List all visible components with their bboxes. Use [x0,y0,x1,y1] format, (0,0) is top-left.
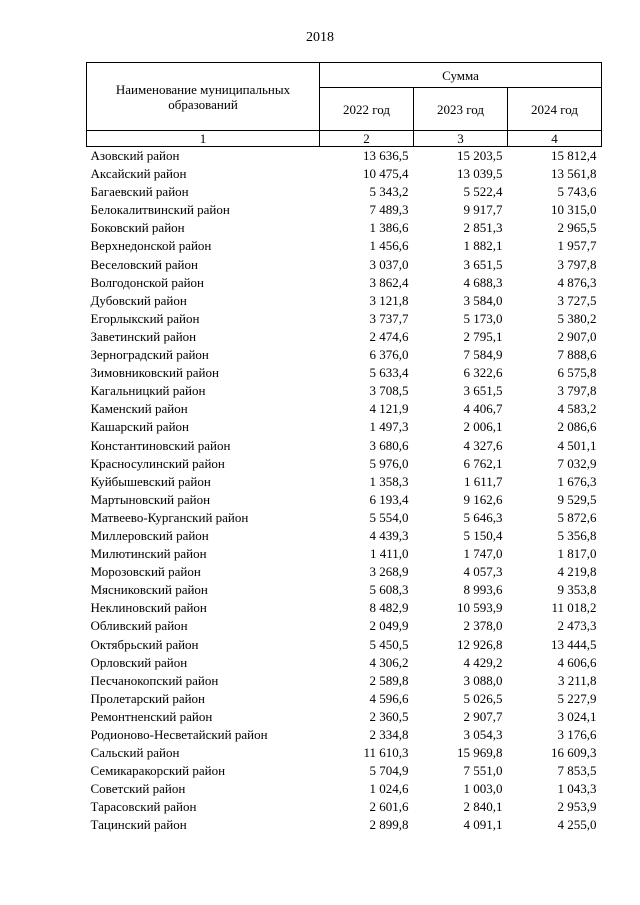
value-2023: 2 795,1 [463,328,503,344]
table-row [87,654,602,672]
value-2024: 7 853,5 [557,763,597,779]
table-body [87,147,602,835]
table-row [87,455,602,473]
table-row [87,581,602,599]
value-2024: 4 501,1 [557,437,597,453]
column-number: 1 [87,131,320,147]
value-2024: 11 018,2 [551,600,597,616]
table-row [87,328,602,346]
value-2022: 2 589,8 [369,672,409,688]
municipality-name: Мясниковский район [90,582,208,598]
value-2022: 2 474,6 [369,328,409,344]
value-2024: 1 043,3 [557,781,597,797]
table-row [87,219,602,237]
budget-table [86,62,602,835]
municipality-name: Тацинский район [90,817,187,833]
value-2022: 5 633,4 [369,365,409,381]
table-row [87,762,602,780]
value-2024: 2 965,5 [557,220,597,236]
value-2023: 13 039,5 [457,166,503,182]
value-2024: 13 444,5 [551,636,597,652]
value-2023: 6 322,6 [463,365,503,381]
value-2023: 3 651,5 [463,383,503,399]
value-2024: 2 953,9 [557,799,597,815]
municipality-name: Обливский район [90,618,188,634]
municipality-name: Родионово-Несветайский район [90,727,268,742]
table-row [87,346,602,364]
value-2022: 8 482,9 [369,600,409,616]
value-2023: 1 882,1 [463,238,503,254]
municipality-name: Аксайский район [90,166,187,182]
municipality-name: Белокалитвинский район [90,202,230,218]
value-2022: 5 608,3 [369,582,409,598]
municipality-name: Сальский район [90,745,180,761]
municipality-name: Багаевский район [90,184,189,200]
value-2023: 15 969,8 [457,745,503,761]
municipality-name: Волгодонской район [90,274,205,290]
value-2024: 1 676,3 [557,473,597,489]
column-numbers-row [87,131,602,147]
municipality-name: Песчанокопский район [90,672,219,688]
table-row [87,256,602,274]
value-2024: 15 812,4 [551,148,597,163]
value-2022: 6 376,0 [369,347,409,363]
value-2022: 6 193,4 [369,491,409,507]
value-2023: 3 584,0 [463,292,503,308]
table-header [87,63,602,147]
value-2024: 4 219,8 [557,564,597,580]
table-row [87,382,602,400]
value-2024: 6 575,8 [557,365,597,381]
value-2024: 1 957,7 [557,238,597,254]
value-2023: 5 646,3 [463,509,503,525]
table-row [87,545,602,563]
table-row [87,310,602,328]
table-row [87,816,602,834]
value-2023: 5 026,5 [463,690,503,706]
table-row [87,708,602,726]
value-2023: 2 840,1 [463,799,503,815]
table-row [87,798,602,816]
value-2022: 4 596,6 [369,690,409,706]
value-2023: 1 003,0 [463,781,503,797]
value-2022: 5 343,2 [369,184,409,200]
table-row [87,636,602,654]
table-row [87,292,602,310]
value-2024: 9 353,8 [557,582,597,598]
municipality-name: Заветинский район [90,328,197,344]
municipality-name: Верхнедонской район [90,238,212,254]
value-2022: 3 862,4 [369,274,409,290]
header-year-2023: 2023 год [414,88,508,131]
municipality-name: Боковский район [90,220,185,236]
value-2023: 1 611,7 [463,473,503,489]
value-2022: 5 554,0 [369,509,409,525]
municipality-name: Орловский район [90,654,188,670]
value-2024: 4 876,3 [557,274,597,290]
table-row [87,527,602,545]
municipality-name: Куйбышевский район [90,473,211,489]
table-row [87,617,602,635]
value-2022: 3 737,7 [369,310,409,326]
municipality-name: Пролетарский район [90,690,206,706]
value-2022: 11 610,3 [363,745,409,761]
value-2024: 4 583,2 [557,401,597,417]
value-2022: 1 358,3 [369,473,409,489]
value-2024: 5 356,8 [557,527,597,543]
municipality-name: Красносулинский район [90,455,225,471]
table-row [87,400,602,418]
municipality-name: Милютинский район [90,546,207,562]
value-2022: 5 450,5 [369,636,409,652]
header-municipality: Наименование муниципальных образований [87,63,320,131]
municipality-name: Семикаракорский район [90,763,226,779]
page-number: 2018 [306,30,334,45]
value-2022: 2 601,6 [369,799,409,815]
table-row [87,183,602,201]
value-2023: 12 926,8 [457,636,503,652]
value-2024: 9 529,5 [557,491,597,507]
value-2023: 15 203,5 [457,148,503,163]
municipality-name: Веселовский район [90,256,198,272]
municipality-name: Миллеровский район [90,527,209,543]
municipality-name: Дубовский район [90,292,187,308]
value-2023: 4 429,2 [463,654,503,670]
value-2023: 1 747,0 [463,546,503,562]
table-row [87,364,602,382]
value-2023: 3 054,3 [463,727,503,742]
value-2023: 2 006,1 [463,419,503,435]
table-row [87,165,602,183]
municipality-name: Тарасовский район [90,799,197,815]
value-2022: 10 475,4 [363,166,409,182]
municipality-name: Кашарский район [90,419,189,435]
table-row [87,563,602,581]
municipality-name: Ремонтненский район [90,708,213,724]
value-2023: 4 688,3 [463,274,503,290]
value-2022: 2 899,8 [369,817,409,833]
value-2023: 5 173,0 [463,310,503,326]
value-2022: 1 386,6 [369,220,409,236]
value-2022: 7 489,3 [369,202,409,218]
municipality-name: Азовский район [90,148,180,163]
value-2024: 7 032,9 [557,455,597,471]
value-2023: 6 762,1 [463,455,503,471]
table-row [87,726,602,744]
value-2022: 1 024,6 [369,781,409,797]
column-number: 3 [414,131,508,147]
value-2022: 2 049,9 [369,618,409,634]
value-2024: 16 609,3 [551,745,597,761]
value-2022: 4 439,3 [369,527,409,543]
table-row [87,147,602,166]
value-2024: 2 907,0 [557,328,597,344]
value-2024: 5 380,2 [557,310,597,326]
value-2023: 4 406,7 [463,401,503,417]
value-2024: 3 797,8 [557,256,597,272]
value-2024: 4 255,0 [557,817,597,833]
value-2024: 3 797,8 [557,383,597,399]
value-2023: 8 993,6 [463,582,503,598]
table-row [87,473,602,491]
value-2022: 5 976,0 [369,455,409,471]
value-2024: 10 315,0 [551,202,597,218]
value-2022: 4 121,9 [369,401,409,417]
municipality-name: Константиновский район [90,437,231,453]
municipality-name: Морозовский район [90,564,201,580]
value-2022: 2 334,8 [369,727,409,742]
municipality-name: Егорлыкский район [90,310,200,326]
table-row [87,509,602,527]
table-row [87,744,602,762]
value-2024: 3 024,1 [557,708,597,724]
value-2022: 4 306,2 [369,654,409,670]
column-number: 2 [320,131,414,147]
value-2022: 5 704,9 [369,763,409,779]
value-2022: 1 411,0 [369,546,409,562]
municipality-name: Мартыновский район [90,491,211,507]
value-2024: 2 473,3 [557,618,597,634]
value-2023: 10 593,9 [457,600,503,616]
table-row [87,690,602,708]
municipality-name: Зерноградский район [90,347,209,363]
municipality-name: Каменский район [90,401,188,417]
value-2023: 2 851,3 [463,220,503,236]
value-2024: 5 227,9 [557,690,597,706]
value-2024: 3 176,6 [557,727,597,742]
municipality-name: Неклиновский район [90,600,207,616]
value-2022: 3 268,9 [369,564,409,580]
value-2024: 2 086,6 [557,419,597,435]
table-row [87,437,602,455]
column-number: 4 [508,131,602,147]
value-2023: 4 057,3 [463,564,503,580]
table-row [87,599,602,617]
value-2024: 3 211,8 [558,672,597,688]
value-2024: 5 743,6 [557,184,597,200]
value-2023: 9 162,6 [463,491,503,507]
table-row [87,201,602,219]
value-2024: 13 561,8 [551,166,597,182]
value-2023: 3 651,5 [463,256,503,272]
value-2022: 3 708,5 [369,383,409,399]
table-row [87,672,602,690]
header-year-2024: 2024 год [508,88,602,131]
value-2022: 3 680,6 [369,437,409,453]
municipality-name: Советский район [90,781,186,797]
municipality-name: Зимовниковский район [90,365,219,381]
value-2023: 3 088,0 [463,672,503,688]
value-2022: 3 121,8 [369,292,409,308]
table-row [87,274,602,292]
value-2023: 4 327,6 [463,437,503,453]
value-2022: 1 497,3 [369,419,409,435]
municipality-name: Кагальницкий район [90,383,206,399]
value-2023: 9 917,7 [463,202,503,218]
value-2023: 2 907,7 [463,708,503,724]
value-2023: 5 150,4 [463,527,503,543]
table-row [87,780,602,798]
value-2023: 7 584,9 [463,347,503,363]
table-row [87,491,602,509]
value-2023: 2 378,0 [463,618,503,634]
value-2024: 5 872,6 [557,509,597,525]
value-2022: 3 037,0 [369,256,409,272]
value-2022: 13 636,5 [363,148,409,163]
value-2022: 2 360,5 [369,708,409,724]
value-2022: 1 456,6 [369,238,409,254]
header-sum: Сумма [320,63,602,88]
value-2024: 7 888,6 [557,347,597,363]
value-2024: 4 606,6 [557,654,597,670]
value-2024: 1 817,0 [557,546,597,562]
municipality-name: Октябрьский район [90,636,199,652]
value-2023: 4 091,1 [463,817,503,833]
value-2024: 3 727,5 [557,292,597,308]
table-row [87,237,602,255]
value-2023: 5 522,4 [463,184,503,200]
value-2023: 7 551,0 [463,763,503,779]
header-year-2022: 2022 год [320,88,414,131]
municipality-name: Матвеево-Курганский район [90,509,249,525]
table-row [87,418,602,436]
